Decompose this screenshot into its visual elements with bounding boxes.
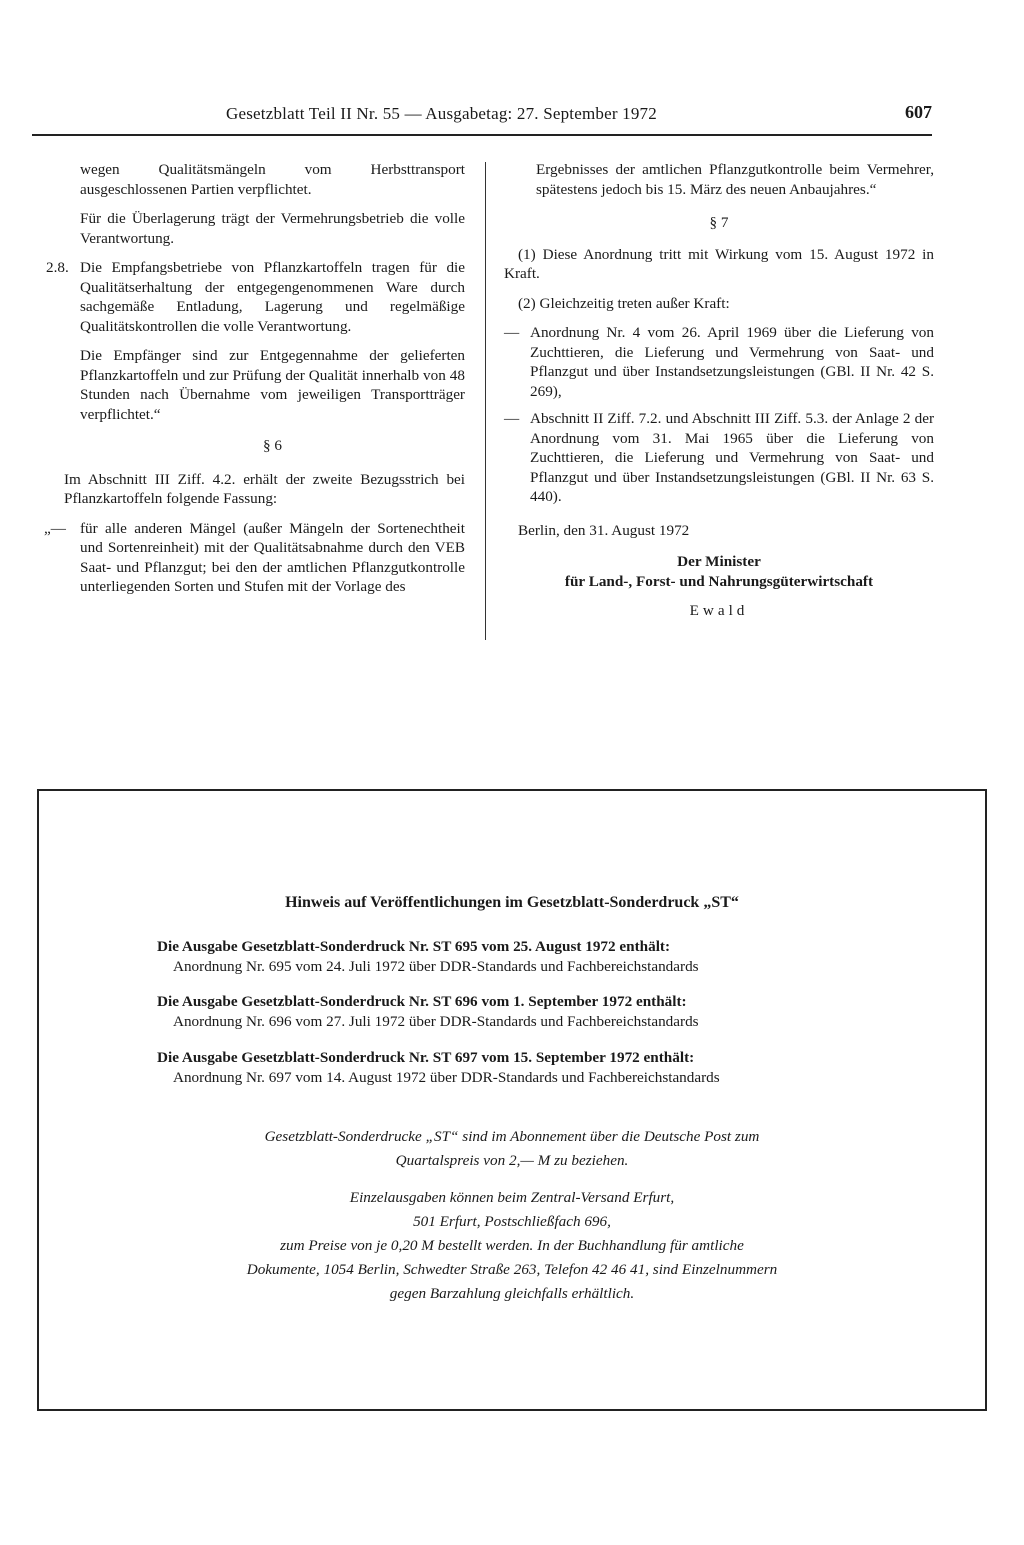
- signatory-title: Der Minister: [677, 553, 761, 570]
- header-rule: [32, 134, 932, 136]
- column-divider: [485, 162, 486, 640]
- order-line: Dokumente, 1054 Berlin, Schwedter Straße 263, Telefon 42 46 41, sind Einzelnummern: [246, 1261, 778, 1278]
- subscription-line: Quartalspreis von 2,— M zu beziehen.: [395, 1152, 629, 1169]
- subscription-line: Gesetzblatt-Sonderdrucke „ST“ sind im Abonnement über die Deutsche Post zum: [264, 1128, 760, 1145]
- section-heading: § 7: [709, 214, 729, 231]
- list-item: [504, 409, 934, 507]
- right-column: [504, 160, 934, 621]
- paragraph: (1) Diese Anordnung tritt mit Wirkung vom 15. August 1972 in Kraft.: [504, 245, 934, 282]
- paragraph: für alle anderen Mängel (außer Mängeln der Sortenechtheit und Sortenreinheit) mit der Qualitätsabnahme durch den VEB Saat- und Pflanzgut; bei den der amtlichen Pflanzgutkontrolle unterliegenden Sorten und Stufen mit der Vorlage des: [80, 519, 465, 595]
- list-item-text: Anordnung Nr. 4 vom 26. April 1969 über die Lieferung von Zuchttieren, die Lieferung und Vermehrung von Saat- und Pflanzgut und über Instandsetzungsleistungen (GBl. II Nr. 42 S. 269),: [530, 324, 934, 400]
- signatory-name: Ewald: [689, 602, 749, 619]
- paragraph: Für die Überlagerung trägt der Vermehrungsbetrieb die volle Verantwortung.: [80, 210, 465, 247]
- dash: —: [504, 410, 520, 427]
- dash: —: [504, 324, 520, 341]
- paragraph: Ergebnisses der amtlichen Pflanzgutkontrolle beim Vermehrer, spätestens jedoch bis 15. März des neuen Anbaujahres.“: [536, 161, 934, 198]
- section-heading: § 6: [263, 437, 282, 454]
- paragraph: Im Abschnitt III Ziff. 4.2. erhält der zweite Bezugsstrich bei Pflanzkartoffeln folgende Fassung:: [64, 470, 465, 507]
- notice-box: [37, 789, 987, 1411]
- order-line: 501 Erfurt, Postschließfach 696,: [413, 1213, 611, 1230]
- list-item-text: Abschnitt II Ziff. 7.2. und Abschnitt III Ziff. 5.3. der Anlage 2 der Anordnung vom 31. Mai 1965 über die Lieferung von Zuchttieren, die Lieferung und Vermehrung von Saat- und Pflanzgut und über Instandsetzungsleistungen (GBl. II Nr. 63 S. 440).: [530, 410, 934, 505]
- entry-title: Die Ausgabe Gesetzblatt-Sonderdruck Nr. ST 696 vom 1. September 1972 enthält:: [157, 993, 687, 1010]
- notice-entry: [157, 1048, 827, 1087]
- entry-text: Anordnung Nr. 697 vom 14. August 1972 über DDR-Standards und Fachbereichstandards: [173, 1068, 720, 1086]
- paragraph: Die Empfänger sind zur Entgegennahme der gelieferten Pflanzkartoffeln und zur Prüfung der Qualität innerhalb von 48 Stunden nach Übernahme vom jeweiligen Transportträger verpflichtet.“: [80, 347, 465, 423]
- notice-entry: [157, 937, 827, 976]
- entry-title: Die Ausgabe Gesetzblatt-Sonderdruck Nr. ST 695 vom 25. August 1972 enthält:: [157, 938, 671, 955]
- notice-heading: Hinweis auf Veröffentlichungen im Gesetzblatt-Sonderdruck „ST“: [285, 894, 739, 911]
- entry-text: Anordnung Nr. 695 vom 24. Juli 1972 über DDR-Standards und Fachbereichstandards: [173, 957, 699, 975]
- place-date: Berlin, den 31. August 1972: [518, 521, 690, 539]
- paragraph: Die Empfangsbetriebe von Pflanzkartoffeln tragen für die Qualitätserhaltung der entgegengenommenen Ware durch sachgemäße Entladung, Lagerung und regelmäßige Qualitätskontrollen die volle Verantwortung.: [80, 259, 465, 335]
- list-item: [504, 323, 934, 401]
- order-line: Einzelausgaben können beim Zentral-Versand Erfurt,: [349, 1189, 675, 1206]
- signature-block: [504, 552, 934, 621]
- subscription-info: [39, 1125, 985, 1173]
- order-line: zum Preise von je 0,20 M bestellt werden. In der Buchhandlung für amtliche: [280, 1237, 744, 1254]
- paragraph: wegen Qualitätsmängeln vom Herbsttransport ausgeschlossenen Partien verpflichtet.: [80, 161, 465, 198]
- paragraph: (2) Gleichzeitig treten außer Kraft:: [518, 294, 730, 312]
- entry-text: Anordnung Nr. 696 vom 27. Juli 1972 über DDR-Standards und Fachbereichstandards: [173, 1012, 699, 1030]
- quote-dash: „—: [44, 519, 66, 537]
- page-number: 607: [905, 102, 932, 122]
- order-info: [39, 1186, 985, 1306]
- page-header: [32, 100, 932, 130]
- notice-entry: [157, 992, 827, 1031]
- signatory-ministry: für Land-, Forst- und Nahrungsgüterwirtschaft: [564, 572, 874, 590]
- header-title: Gesetzblatt Teil II Nr. 55 — Ausgabetag: 27. September 1972: [226, 104, 657, 123]
- entry-title: Die Ausgabe Gesetzblatt-Sonderdruck Nr. ST 697 vom 15. September 1972 enthält:: [157, 1049, 695, 1066]
- item-number: 2.8.: [46, 259, 69, 276]
- order-line: gegen Barzahlung gleichfalls erhältlich.: [389, 1285, 635, 1302]
- left-column: [44, 160, 465, 597]
